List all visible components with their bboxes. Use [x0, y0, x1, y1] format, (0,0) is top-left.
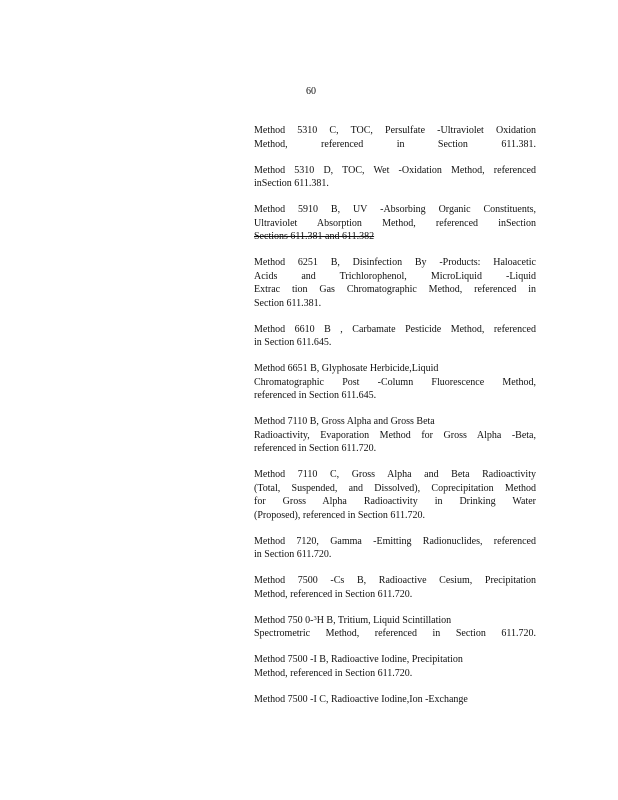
page-number: 60 — [306, 86, 316, 97]
method-entry — [254, 614, 536, 641]
text-line: Method 6610 B , Carbamate Pesticide Method, referenced — [254, 323, 536, 335]
method-entry — [254, 203, 536, 244]
text-line: in Section 611.645. — [254, 337, 332, 348]
method-entry — [254, 323, 536, 350]
method-entry — [254, 362, 536, 403]
text-line: Ultraviolet Absorption Method, referenced inSection — [254, 217, 536, 229]
method-entry — [254, 653, 536, 680]
text-fragment: H B, Tritium, Liquid Scintillation — [316, 614, 452, 626]
text-line: Method 7500 -Cs B, Radioactive Cesium, Precipitation — [254, 575, 536, 586]
text-line: Method 7500 -I B, Radioactive Iodine, Precipitation — [254, 654, 463, 665]
method-entry — [254, 164, 536, 191]
text-line: in Section 611.720. — [254, 549, 332, 560]
text-line: Method 6251 B, Disinfection By -Products: Haloacetic — [254, 257, 536, 268]
method-entry — [254, 574, 536, 601]
method-entry — [254, 693, 536, 707]
text-line: Spectrometric Method, referenced in Section 611.720. — [254, 628, 536, 639]
method-entry — [254, 468, 536, 522]
text-line: Extrac tion Gas Chromatographic Method, referenced in — [254, 284, 536, 295]
text-line: Method 5910 B, UV -Absorbing Organic Constituents, — [254, 204, 536, 215]
text-line: Method, referenced in Section 611.720. — [254, 588, 413, 600]
text-line: Radioactivity, Evaporation Method for Gross Alpha -Beta, — [254, 429, 536, 441]
deleted-text: Sections 611.381 and 611.382 — [254, 231, 375, 242]
text-line: referenced in Section 611.720. — [254, 443, 377, 454]
text-line: Chromatographic Post -Column Fluorescence Method, — [254, 376, 536, 388]
text-line: Method 7500 -I C, Radioactive Iodine,Ion -Exchange — [254, 693, 468, 705]
method-list — [254, 124, 536, 719]
text-line: Method 7110 C, Gross Alpha and Beta Radioactivity — [254, 469, 536, 480]
text-line: Method 7110 B, Gross Alpha and Gross Beta — [254, 416, 435, 427]
method-entry — [254, 124, 536, 151]
text-line: Method 7120, Gamma -Emitting Radionuclides, referenced — [254, 535, 536, 547]
text-line — [254, 614, 536, 628]
text-line: (Total, Suspended, and Dissolved), Coprecipitation Method — [254, 482, 536, 494]
text-line: Method, referenced in Section 611.381. — [254, 138, 536, 150]
text-line: Method, referenced in Section 611.720. — [254, 667, 413, 679]
text-fragment: Method 750 0- — [254, 614, 314, 626]
method-entry — [254, 256, 536, 310]
struck-text-line — [254, 230, 536, 244]
text-line: for Gross Alpha Radioactivity in Drinking Water — [254, 496, 536, 507]
text-line: Section 611.381. — [254, 297, 322, 309]
text-line: Method 6651 B, Glyphosate Herbicide,Liquid — [254, 363, 439, 374]
text-line: inSection 611.381. — [254, 178, 329, 189]
text-line: (Proposed), referenced in Section 611.720. — [254, 509, 425, 521]
text-line: Acids and Trichlorophenol, MicroLiquid -Liquid — [254, 270, 536, 282]
superscript: 3 — [313, 614, 317, 622]
text-line: Method 5310 C, TOC, Persulfate -Ultraviolet Oxidation — [254, 125, 536, 136]
method-entry — [254, 415, 536, 456]
method-entry — [254, 535, 536, 562]
text-line: referenced in Section 611.645. — [254, 390, 377, 401]
text-line: Method 5310 D, TOC, Wet -Oxidation Method, referenced — [254, 164, 536, 176]
